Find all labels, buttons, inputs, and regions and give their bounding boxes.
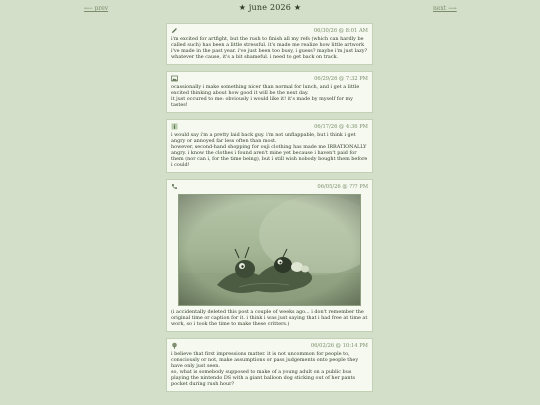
post-body [171,351,368,387]
post-text: i'm excited for artfight, but the rush to finish all my refs (which can hardly be called such) has been a little stressful. it's made me realize how little artwork i've made in the past year. i've just been too busy, i guess? maybe i'm just lazy? whatever the cause, it's a bit shameful. i need to get back on track. [171,36,368,60]
post [166,179,373,332]
post-header [171,123,368,132]
post [166,119,373,173]
post-text: ocassionally i make something nicer than normal for lunch, and i get a little excited thinking about how good it will be the next day. [171,84,360,96]
post-photo [178,194,361,306]
post-text: so, what is somebody supposed to make of a young adult on a public bus playing the nintendo DS with a giant balloon dog sticking out of her pants pocket during rush hour? [171,369,356,387]
post [166,23,373,65]
post-feed [166,23,373,398]
info-icon [171,123,178,130]
pencil-icon [171,27,178,34]
post-body [171,84,368,108]
post-text: i would say i'm a pretty laid back guy. i'm not unflappable, but i think i get angry or annoyed far less often than most. [171,132,356,144]
post-body [171,132,368,168]
post [166,71,373,113]
post-body [171,36,368,60]
post-timestamp: 06/17/26 @ 4:36 PM [314,124,368,130]
post-header [171,342,368,351]
top-navigation [0,0,540,18]
page-title: ★ june 2026 ★ [238,3,302,12]
post-header [171,75,368,84]
post-timestamp: 06/29/26 @ 7:32 PM [314,76,368,82]
post-header [171,183,368,192]
post-timestamp: 06/05/26 @ ??? PM [317,184,368,190]
post-text: however, second-hand shopping for ouji clothing has made me IRRATIONALLY angry. i know the clothes i found aren't mine yet because i haven't paid for them (nor can i, for the time being), but i still wish nobody bought them before i could! [171,144,368,168]
post [166,338,373,392]
post-timestamp: 06/02/26 @ 10:14 PM [310,343,368,349]
photo-icon [171,75,178,82]
post-body [171,309,368,327]
next-link[interactable]: next ⟶ [433,5,457,12]
post-text: it just occured to me: obviously i would like it! it's made by myself for my tastes! [171,96,353,108]
seedling-icon [171,342,178,349]
post-text: (i accidentally deleted this post a couple of weeks ago... i don't remember the original time or caption for it. i think i was just saying that i had free at time at work, so i took the time to make these critters.) [171,309,368,327]
critters-photo [179,195,361,306]
prev-link[interactable]: ⟵ prev [84,5,109,12]
post-text: i believe that first impressions matter. it is not uncommon for people to, consciously or not, make assumptions or pass judgements onto people they have only just seen. [171,351,359,369]
post-timestamp: 06/30/26 @ 8:01 AM [313,28,368,34]
post-header [171,27,368,36]
phone-icon [171,183,178,190]
